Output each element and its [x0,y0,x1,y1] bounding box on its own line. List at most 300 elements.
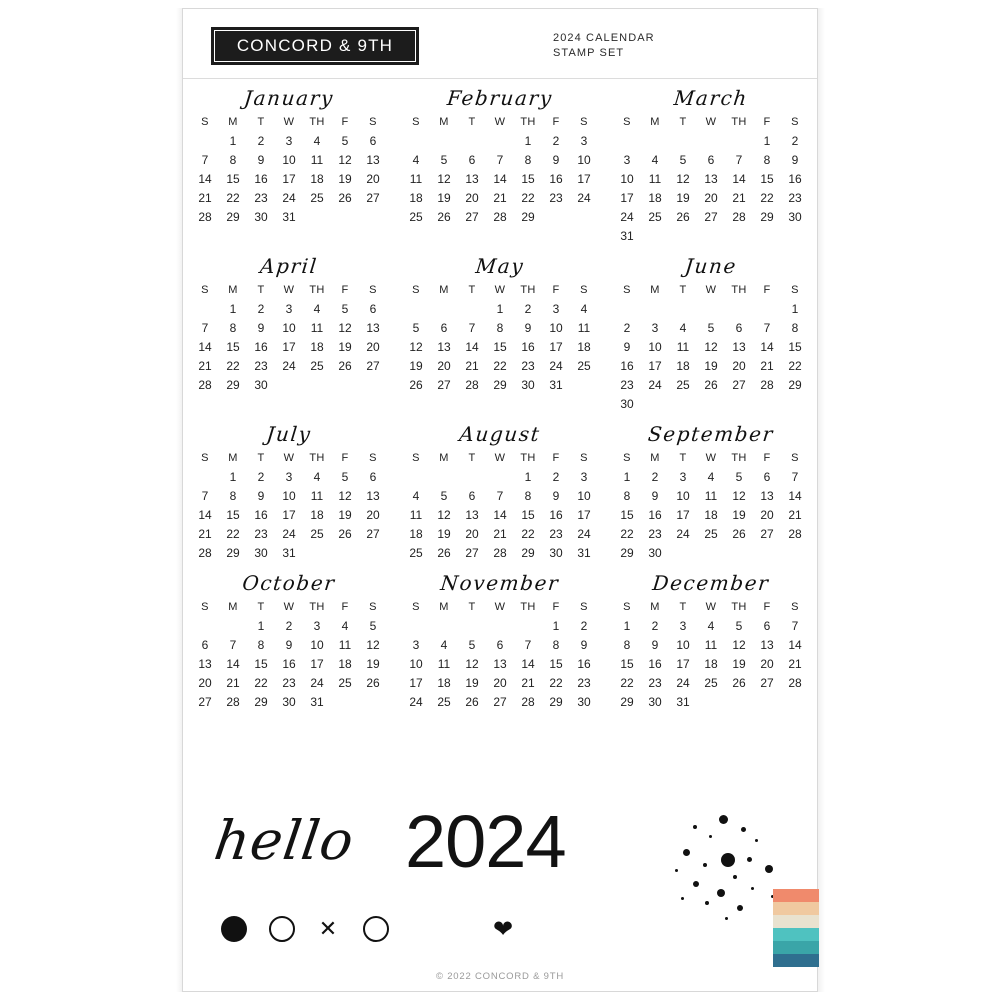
day-cell: 24 [549,358,563,373]
day-cell: 26 [338,190,352,205]
day-cell: 3 [552,301,560,316]
day-cell: 10 [577,488,591,503]
day-cell: 30 [577,694,591,709]
day-cell: 9 [524,320,532,335]
month-name: March [672,86,750,110]
month-name: January [242,86,336,110]
weekday-header-cell: M [650,601,660,613]
day-cell: 29 [788,377,802,392]
week-row [402,356,598,375]
day-cell: 18 [676,358,690,373]
day-cell: 5 [735,469,743,484]
day-cell-empty [725,226,753,245]
day-cell: 9 [651,637,659,652]
weekday-header-cell: M [228,116,238,128]
day-cell: 2 [552,469,560,484]
day-cell: 31 [310,694,324,709]
weekday-header-cell: M [439,601,449,613]
day-cell: 26 [676,209,690,224]
day-cell: 26 [732,526,746,541]
hello-script-art: hello [210,809,359,872]
day-cell: 8 [524,152,532,167]
day-cell: 2 [651,469,659,484]
day-cell: 19 [338,507,352,522]
week-row [191,635,387,654]
stamp-sheet [182,8,818,992]
weekday-header-cell: W [494,452,506,464]
day-cell: 30 [648,545,662,560]
month-table [191,451,387,562]
day-cell: 29 [620,545,634,560]
weekday-header-row [402,115,598,131]
weekday-header-cell: S [369,284,377,296]
weekday-header-cell: TH [731,601,747,613]
weekday-header-cell: W [705,452,717,464]
day-cell-empty [570,375,598,394]
weekday-header-row [402,283,598,299]
weekday-header-cell: F [763,284,771,296]
weekday-header-cell: S [412,601,420,613]
day-cell: 27 [366,526,380,541]
day-cell: 12 [676,171,690,186]
day-cell: 17 [310,656,324,671]
day-cell: 20 [732,358,746,373]
day-cell: 7 [763,320,771,335]
day-cell: 10 [676,637,690,652]
weekday-header-cell: T [679,116,687,128]
day-cell-empty [359,375,387,394]
weekday-header-cell: TH [309,284,325,296]
day-cell: 30 [648,694,662,709]
day-cell-empty [753,394,781,413]
day-cell: 29 [521,545,535,560]
day-cell: 4 [440,637,448,652]
weekday-header-cell: S [580,116,588,128]
month-block [189,568,389,711]
weekday-header-cell: TH [309,116,325,128]
day-cell-empty [359,207,387,226]
day-cell: 14 [226,656,240,671]
day-cell: 21 [198,526,212,541]
day-cell: 6 [468,152,476,167]
day-cell-empty [669,394,697,413]
product-title [553,31,655,61]
day-cell: 22 [254,675,268,690]
month-block [611,83,811,245]
day-cell: 7 [229,637,237,652]
day-cell: 25 [704,675,718,690]
day-cell: 14 [521,656,535,671]
day-cell: 23 [620,377,634,392]
month-name: May [474,254,526,278]
weekday-header-cell: W [283,116,295,128]
month-table [402,115,598,226]
day-cell: 22 [620,675,634,690]
day-cell: 8 [791,320,799,335]
weekday-header-cell: S [623,284,631,296]
day-cell: 25 [676,377,690,392]
month-name: October [241,571,337,595]
week-row [191,505,387,524]
day-cell: 11 [310,320,324,335]
product-title-line2: STAMP SET [553,47,625,59]
day-cell: 4 [707,618,715,633]
month-name: September [646,422,776,446]
day-cell: 28 [732,209,746,224]
week-row [402,169,598,188]
week-row [402,616,598,635]
day-cell-empty [402,467,430,486]
day-cell: 23 [254,526,268,541]
weekday-header-cell: S [623,601,631,613]
day-cell: 22 [226,190,240,205]
day-cell: 9 [257,320,265,335]
week-row [191,673,387,692]
day-cell: 9 [552,488,560,503]
day-cell: 26 [732,675,746,690]
day-cell: 27 [760,526,774,541]
day-cell: 4 [313,469,321,484]
day-cell: 5 [341,301,349,316]
day-cell: 22 [493,358,507,373]
day-cell: 6 [201,637,209,652]
day-cell: 29 [620,694,634,709]
day-cell: 13 [366,152,380,167]
day-cell: 11 [648,171,662,186]
day-cell-empty [359,692,387,711]
day-cell: 25 [648,209,662,224]
week-row [191,299,387,318]
month-name: November [439,571,561,595]
day-cell: 1 [229,133,237,148]
day-cell: 21 [198,358,212,373]
day-cell: 10 [282,488,296,503]
day-cell: 14 [198,171,212,186]
open-circle-icon [269,916,295,942]
day-cell: 19 [732,656,746,671]
month-name: July [265,422,313,446]
day-cell: 29 [549,694,563,709]
week-row [613,673,809,692]
day-cell: 8 [229,320,237,335]
day-cell: 18 [310,171,324,186]
day-cell: 27 [465,545,479,560]
weekday-header-cell: TH [731,284,747,296]
weekday-header-cell: F [552,284,560,296]
day-cell-empty [514,616,542,635]
day-cell: 8 [524,488,532,503]
week-row [613,337,809,356]
day-cell: 1 [524,469,532,484]
day-cell: 30 [620,396,634,411]
day-cell: 6 [369,133,377,148]
day-cell: 23 [648,526,662,541]
day-cell: 13 [198,656,212,671]
day-cell-empty [191,131,219,150]
weekday-header-cell: W [494,284,506,296]
day-cell: 4 [341,618,349,633]
day-cell: 24 [620,209,634,224]
day-cell: 20 [760,507,774,522]
week-row [191,131,387,150]
weekday-header-cell: W [494,601,506,613]
day-cell: 5 [707,320,715,335]
weekday-header-cell: F [341,116,349,128]
day-cell: 1 [552,618,560,633]
day-cell: 8 [229,488,237,503]
week-row [613,654,809,673]
day-cell: 10 [577,152,591,167]
weekday-header-cell: W [705,601,717,613]
day-cell: 24 [310,675,324,690]
day-cell: 23 [549,526,563,541]
day-cell: 17 [620,190,634,205]
day-cell: 23 [254,358,268,373]
day-cell-empty [725,299,753,318]
day-cell: 5 [440,152,448,167]
day-cell: 27 [465,209,479,224]
day-cell: 6 [496,637,504,652]
day-cell: 20 [437,358,451,373]
day-cell: 28 [493,545,507,560]
day-cell: 12 [437,507,451,522]
weekday-header-cell: T [468,116,476,128]
week-row [613,356,809,375]
day-cell: 31 [620,228,634,243]
day-cell: 15 [521,171,535,186]
weekday-header-cell: M [228,601,238,613]
day-cell: 7 [524,637,532,652]
day-cell: 4 [679,320,687,335]
weekday-header-cell: F [552,116,560,128]
weekday-header-cell: T [679,601,687,613]
day-cell: 22 [226,526,240,541]
day-cell: 2 [791,133,799,148]
weekday-header-row [613,283,809,299]
week-row [402,207,598,226]
day-cell-empty [725,692,753,711]
day-cell-empty [613,131,641,150]
month-block [611,568,811,711]
day-cell: 24 [282,190,296,205]
day-cell: 26 [366,675,380,690]
weekday-header-cell: F [341,601,349,613]
day-cell: 31 [282,209,296,224]
day-cell: 2 [524,301,532,316]
weekday-header-cell: S [623,452,631,464]
week-row [402,692,598,711]
day-cell: 16 [549,507,563,522]
week-row [613,486,809,505]
day-cell-empty [331,543,359,562]
day-cell: 28 [198,545,212,560]
day-cell: 23 [254,190,268,205]
color-swatch [773,915,819,928]
day-cell: 23 [788,190,802,205]
weekday-header-cell: F [341,452,349,464]
week-row [402,188,598,207]
day-cell: 21 [788,656,802,671]
day-cell-empty [697,543,725,562]
day-cell: 17 [676,656,690,671]
day-cell: 27 [198,694,212,709]
day-cell: 11 [577,320,591,335]
week-row [613,188,809,207]
day-cell-empty [191,467,219,486]
day-cell: 13 [366,320,380,335]
day-cell: 14 [788,488,802,503]
day-cell: 5 [369,618,377,633]
month-name: December [651,571,771,595]
day-cell: 8 [229,152,237,167]
day-cell: 12 [338,320,352,335]
weekday-header-cell: M [439,284,449,296]
day-cell: 14 [493,507,507,522]
week-row [191,467,387,486]
day-cell: 19 [676,190,690,205]
week-row [191,524,387,543]
weekday-header-cell: W [705,284,717,296]
week-row [402,375,598,394]
day-cell: 3 [412,637,420,652]
day-cell-empty [458,131,486,150]
day-cell: 15 [254,656,268,671]
weekday-header-cell: S [412,116,420,128]
sheet-edge-right [818,8,825,992]
week-row [613,635,809,654]
week-row [402,299,598,318]
day-cell-empty [725,543,753,562]
day-cell: 27 [732,377,746,392]
day-cell: 26 [409,377,423,392]
day-cell: 1 [623,618,631,633]
day-cell: 1 [229,469,237,484]
day-cell-empty [669,299,697,318]
weekday-header-cell: T [257,452,265,464]
day-cell: 17 [282,339,296,354]
day-cell: 26 [338,358,352,373]
day-cell: 11 [437,656,451,671]
day-cell: 7 [201,152,209,167]
weekday-header-row [613,115,809,131]
day-cell-empty [430,131,458,150]
day-cell: 25 [409,209,423,224]
day-cell-empty [669,131,697,150]
color-swatch [773,954,819,967]
heart-icon: ❤ [493,915,514,943]
day-cell: 2 [623,320,631,335]
day-cell-empty [725,394,753,413]
day-cell: 28 [226,694,240,709]
month-table [613,115,809,245]
day-cell: 25 [310,190,324,205]
day-cell-empty [275,375,303,394]
day-cell: 11 [310,152,324,167]
day-cell: 14 [198,507,212,522]
day-cell: 11 [409,507,423,522]
day-cell: 22 [521,526,535,541]
day-cell: 8 [496,320,504,335]
brand-logo-frame [214,30,416,62]
day-cell-empty [359,543,387,562]
day-cell: 12 [338,488,352,503]
day-cell: 2 [285,618,293,633]
brand-logo [211,27,419,65]
day-cell-empty [781,226,809,245]
week-row [402,635,598,654]
week-row [613,543,809,562]
week-row [613,207,809,226]
day-cell: 15 [226,171,240,186]
day-cell: 16 [254,171,268,186]
day-cell: 14 [760,339,774,354]
day-cell: 13 [465,171,479,186]
weekday-header-cell: T [257,284,265,296]
day-cell: 10 [620,171,634,186]
week-row [613,616,809,635]
day-cell: 7 [201,320,209,335]
day-cell-empty [430,299,458,318]
day-cell: 15 [620,656,634,671]
day-cell-empty [458,616,486,635]
day-cell: 6 [763,469,771,484]
day-cell: 9 [623,339,631,354]
day-cell: 11 [338,637,352,652]
weekday-header-cell: T [679,452,687,464]
day-cell: 3 [285,301,293,316]
week-row [402,318,598,337]
day-cell: 27 [493,694,507,709]
month-table [191,283,387,394]
day-cell: 21 [493,190,507,205]
day-cell-empty [303,207,331,226]
weekday-header-cell: S [791,601,799,613]
day-cell-empty [641,131,669,150]
day-cell: 24 [676,526,690,541]
weekday-header-cell: M [439,116,449,128]
day-cell-empty [191,299,219,318]
day-cell-empty [753,543,781,562]
calendar-row [183,568,817,711]
weekday-header-cell: S [791,116,799,128]
day-cell: 28 [521,694,535,709]
day-cell: 4 [313,133,321,148]
month-block [189,83,389,245]
day-cell: 18 [310,507,324,522]
weekday-header-cell: TH [731,116,747,128]
day-cell: 5 [440,488,448,503]
month-table [613,451,809,562]
weekday-header-row [402,600,598,616]
weekday-header-cell: S [201,601,209,613]
day-cell: 6 [369,469,377,484]
day-cell: 18 [648,190,662,205]
day-cell: 15 [226,507,240,522]
day-cell: 2 [257,301,265,316]
day-cell: 19 [409,358,423,373]
day-cell: 26 [704,377,718,392]
day-cell: 4 [313,301,321,316]
day-cell: 29 [493,377,507,392]
day-cell: 29 [521,209,535,224]
week-row [191,692,387,711]
month-table [613,600,809,711]
day-cell: 3 [623,152,631,167]
day-cell: 26 [465,694,479,709]
x-mark-icon: ✕ [318,916,338,941]
day-cell: 29 [760,209,774,224]
weekday-header-cell: T [257,116,265,128]
